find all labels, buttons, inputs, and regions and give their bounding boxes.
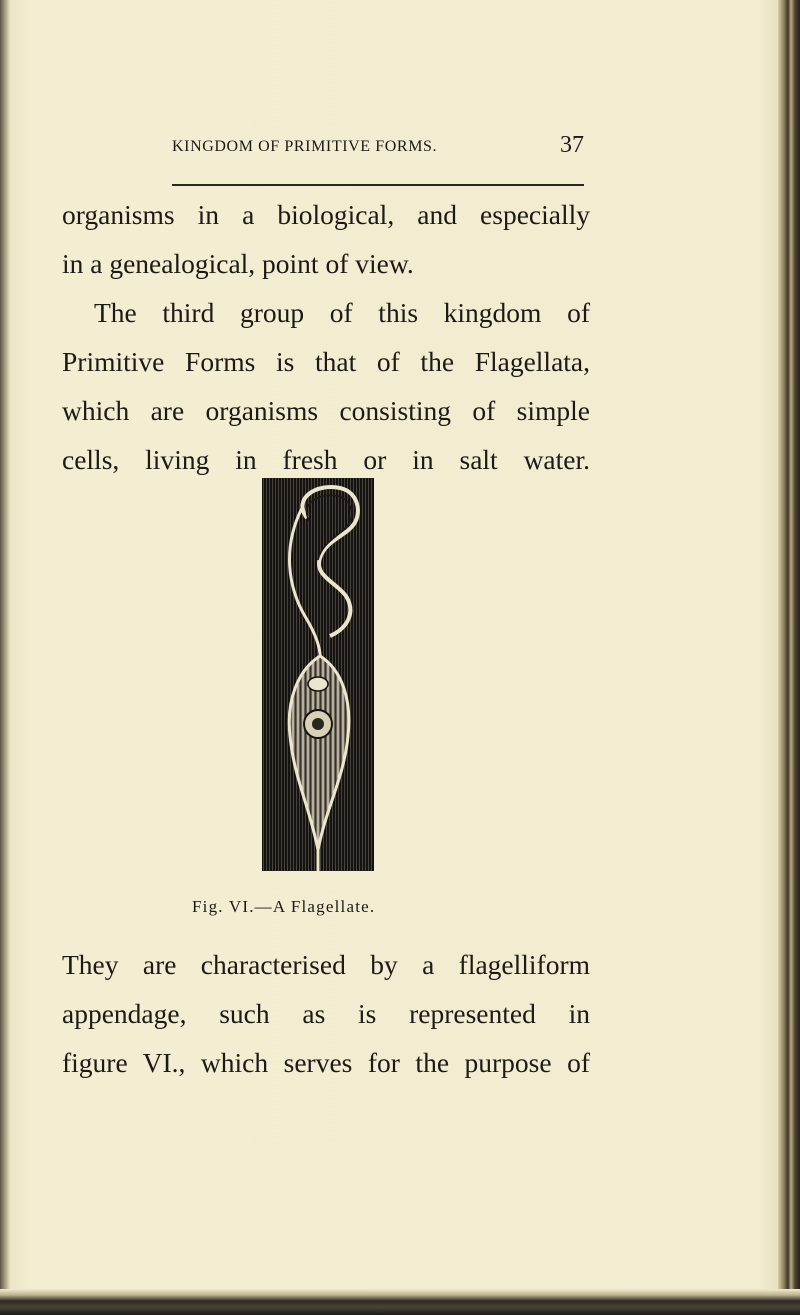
text-line: organisms in a biological, and especially <box>62 199 590 230</box>
text-line: which are organisms consisting of simple <box>62 395 590 426</box>
figure-caption: Fig. VI.—A Flagellate. <box>192 897 376 916</box>
text-line: in a genealogical, point of view. <box>62 248 414 279</box>
paragraph-1 <box>62 190 590 288</box>
text-line: The third group of this kingdom of <box>94 297 590 328</box>
page-bottom-edge <box>0 1289 800 1315</box>
running-title: KINGDOM OF PRIMITIVE FORMS. <box>172 138 438 155</box>
text-line: They are characterised by a flagelliform <box>62 949 590 980</box>
header-rule <box>172 184 584 186</box>
text-line: cells, living in fresh or in salt water. <box>62 444 590 475</box>
paragraph-2 <box>62 288 590 484</box>
text-line: appendage, such as is represented in <box>62 998 590 1029</box>
flagellate-icon <box>262 478 374 871</box>
page-left-edge <box>0 0 10 1315</box>
page-right-edge <box>778 0 800 1315</box>
paragraph-3 <box>62 940 590 1087</box>
page-number: 37 <box>560 132 584 158</box>
text-line: Primitive Forms is that of the Flagellata, <box>62 346 590 377</box>
flagellate-figure <box>262 478 374 871</box>
text-line: figure VI., which serves for the purpose of <box>62 1047 590 1078</box>
